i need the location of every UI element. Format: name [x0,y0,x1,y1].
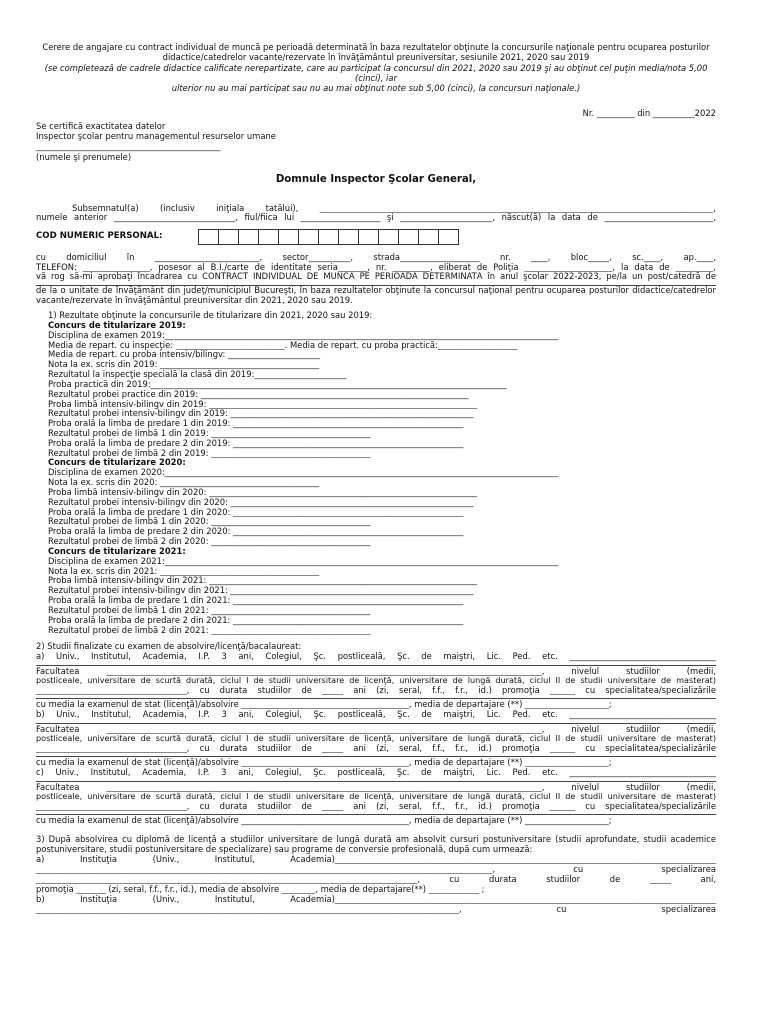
study-a-institution[interactable]: a) Univ., Institutul, Academia, I.P. 3 ani, Colegiul, Şc. postliceală, Şc. de maiştri, Lic. Ped. etc. ___________________________________ [36,651,716,662]
exam-result-field[interactable]: Nota la ex. scris din 2021: ______________________________________ [48,566,320,576]
exam-result-field[interactable]: Proba limbă intensiv-bilingv din 2019: ________________________________________________________________ [48,399,478,409]
phone-id-field[interactable]: TELEFON: ________________, posesor al B.I./carte de identitate seria_______, nr. _________, eliberat de Poliţia _____________________, la data de _________, [36,262,716,272]
exam-result-field[interactable]: Rezultatul probei practice din 2019: ________________________________________________________________ [48,389,469,399]
section1-title: 1) Rezultate obţinute la concursurile de titularizare din 2021, 2020 sau 2019: [48,310,373,321]
unit-statement: de la o unitate de învăţământ din judeţ/municipiul Bucureşti, în baza rezultatelor obţinute la concursul naţional pentru ocuparea posturilor didactice/catedrelor vacante/rezervate în învăţământul preuniversitar din 2021, 2020 sau 2019. [36,285,716,305]
cnp-boxes[interactable] [198,229,459,245]
form-header [36,42,716,93]
exam-result-field[interactable]: Proba orală la limba de predare 2 din 2019: _______________________________________________________ [48,438,464,448]
cnp-digit-box[interactable] [279,229,299,245]
section2 [36,641,716,825]
header-line: Cerere de angajare cu contract individual de muncă pe perioadă determinată în baza rezultatelor obţinute la concursurile naţionale pentru ocuparea posturilor [42,42,710,52]
exam-result-field[interactable]: Rezultatul probei de limbă 2 din 2019: ______________________________________ [48,448,371,458]
cnp-digit-box[interactable] [399,229,419,245]
study-level-text: postliceale, universitare de scurtă durată, ciclul I de studii universitare de licenţă, universitare de lungă durată, ciclul II de studii universitare de masterat) [36,733,716,743]
exam-result-field[interactable]: Rezultatul la inspecţie specială la clasă din 2019:______________________ [48,370,347,380]
faculty-field[interactable]: Facultatea ________________________________________________________________________________________________________, nivelul studiilor (medii, [36,665,716,676]
cnp-row [36,229,716,245]
cnp-digit-box[interactable] [198,229,219,245]
exam-result-field[interactable]: Proba limbă intensiv-bilingv din 2020: ________________________________________________________________ [48,487,478,497]
exam-result-field[interactable]: Proba orală la limba de predare 2 din 2020: _______________________________________________________ [48,527,464,537]
postgrad-a-promotion[interactable]: promoţia _______ (zi, seral, f.f., f.r., id.), media de absolvire ________, media de departajare(**) ____________ ; [36,883,485,894]
cnp-digit-box[interactable] [299,229,319,245]
cnp-digit-box[interactable] [379,229,399,245]
cnp-digit-box[interactable] [259,229,279,245]
exam-result-field[interactable]: Disciplina de examen 2021:______________________________________________________________________________________________ [48,556,559,566]
postgrad-b-institution[interactable]: b) Instituţia (Univ., Institutul, Academia)___________________________________________________________________________________________ [36,893,716,904]
exam-result-field[interactable]: Disciplina de examen 2019:______________________________________________________________________________________________ [48,330,559,340]
cnp-digit-box[interactable] [219,229,239,245]
exam-result-field[interactable]: Rezultatul probei intensiv-bilingv din 2020: __________________________________________________________ [48,497,474,507]
header-line: didactice/catedrelor vacante/rezervate în învăţământul preuniversitar, sesiunile 2021, 2020 sau 2019 [162,52,590,63]
previous-name-field[interactable]: numele anterior _____________________________, fiul/fiica lui ___________________ şi ______________________, născut(ă) la data de __________________________, [36,213,716,223]
study-duration-field[interactable]: ____________________________________, cu durata studiilor de _____ ani (zi, seral, f.f., f.r., id.) promoţia ______ cu specialitatea/specializările [36,743,716,754]
exam-result-field[interactable]: Proba practică din 2019:_____________________________________________________________________________________ [48,379,507,389]
exam-year-heading: Concurs de titularizare 2019: [48,320,186,330]
address-field[interactable]: cu domiciliul în _________________________, sector__________, strada___________________ nr. ____, bloc_____, sc.____, ap.____, [36,252,716,262]
exam-result-field[interactable]: Rezultatul probei intensiv-bilingv din 2019: __________________________________________________________ [48,409,474,419]
study-level-text: postliceale, universitare de scurtă durată, ciclul I de studii universitare de licenţă, universitare de lungă durată, ciclul II de studii universitare de masterat) [36,675,716,685]
cert-name-caption: (numele şi prenumele) [36,151,132,162]
cnp-label: COD NUMERIC PERSONAL: [36,231,163,241]
application-form [36,42,716,914]
section3 [36,834,716,915]
cnp-digit-box[interactable] [319,229,339,245]
postgrad-a-duration[interactable]: ___________________________________________________________________________________________, cu durata studiilor de _____ ani, [36,873,716,884]
exam-result-field[interactable]: Rezultatul probei de limbă 2 din 2021: ______________________________________ [48,625,371,635]
cnp-digit-box[interactable] [239,229,259,245]
postgrad-a-institution[interactable]: a) Instituţia (Univ., Institutul, Academia)___________________________________________________________________________________________ [36,853,716,864]
cnp-digit-box[interactable] [359,229,379,245]
cnp-digit-box[interactable] [419,229,439,245]
exam-result-field[interactable]: Media de repart. cu proba intensiv/bilingv: ______________________ [48,350,321,360]
exam-result-field[interactable]: Rezultatul probei de limbă 2 din 2020: ______________________________________ [48,537,371,547]
cnp-digit-box[interactable] [339,229,359,245]
section1-results [48,321,716,636]
exam-result-field[interactable]: Media de repart. cu inspecţie: __________________________. Media de repart. cu proba practică:___________________ [48,340,518,350]
exam-result-field[interactable]: Nota la ex. scris din 2019: ______________________________________ [48,360,320,370]
cert-line: Inspector şcolar pentru managementul resurselor umane [36,131,276,142]
cert-signature-line: ____________________________________________ [36,141,221,152]
study-c-institution[interactable]: c) Univ., Institutul, Academia, I.P. 3 ani, Colegiul, Şc. postliceală, Şc. de maiştri, Lic. Ped. etc. ___________________________________ [36,767,716,778]
exam-result-field[interactable]: Proba limbă intensiv-bilingv din 2021: ________________________________________________________________ [48,576,478,586]
exam-result-field[interactable]: Proba orală la limba de predare 2 din 2021: _______________________________________________________ [48,615,464,625]
faculty-field[interactable]: Facultatea ________________________________________________________________________________________________________, nivelul studiilor (medii, [36,781,716,792]
faculty-field[interactable]: Facultatea ________________________________________________________________________________________________________, nivelul studiilor (medii, [36,723,716,734]
exam-result-field[interactable]: Rezultatul probei de limbă 1 din 2019: ______________________________________ [48,428,371,438]
exam-year-heading: Concurs de titularizare 2020: [48,458,186,468]
request-statement: vă rog să-mi aprobaţi încadrarea cu CONTRACT INDIVIDUAL DE MUNCĂ PE PERIOADĂ DETERMINATĂ în anul şcolar 2022-2023, pe/la un post/catedră de [36,272,716,282]
exam-result-field[interactable]: Proba orală la limba de predare 1 din 2019: _______________________________________________________ [48,419,464,429]
section3-title: 3) După absolvirea cu diplomă de licenţă a studiilor universitare de lungă durată am absolvit cursuri postuniversitare (studii aprofundate, studii academice postuniversitare, studii postuniversitare de specializare) sau programe de conversie profesională, după cum urmează: [36,833,716,854]
study-b-institution[interactable]: b) Univ., Institutul, Academia, I.P. 3 ani, Colegiul, Şc. postliceală, Şc. de maiştri, Lic. Ped. etc. ___________________________________ [36,709,716,720]
study-level-text: postliceale, universitare de scurtă durată, ciclul I de studii universitare de licenţă, universitare de lungă durată, ciclul II de studii universitare de masterat) [36,791,716,801]
cert-line: Se certifică exactitatea datelor [36,120,166,131]
exam-result-field[interactable]: Rezultatul probei intensiv-bilingv din 2021: __________________________________________________________ [48,586,474,596]
exam-result-field[interactable]: Proba orală la limba de predare 1 din 2021: _______________________________________________________ [48,596,464,606]
exam-result-field[interactable]: Rezultatul probei de limbă 1 din 2021: ______________________________________ [48,605,371,615]
exam-result-field[interactable]: Rezultatul probei de limbă 1 din 2020: ______________________________________ [48,517,371,527]
exam-average-field[interactable]: cu media la examenul de stat (licenţă)/absolvire ________________________________________, media de departajare (**) ____________________; [36,815,612,826]
header-note: ulterior nu au mai participat sau nu au mai obţinut note sub 5,00 (cinci), la concursuri naţionale.) [171,83,581,93]
exam-year-heading: Concurs de titularizare 2021: [48,546,186,556]
postgrad-b-line[interactable]: _____________________________________________________________________________________________________, cu specializarea [36,904,716,915]
cnp-digit-box[interactable] [439,229,459,245]
page-title: Domnule Inspector Şcolar General, [275,173,477,185]
header-note: (se completează de cadrele didactice calificate nerepartizate, care au participat la concursul din 2021, 2020 sau 2019 şi au obţinut cel puţin media/nota 5,00 (cinci), iar [44,62,708,83]
exam-result-field[interactable]: Disciplina de examen 2020:______________________________________________________________________________________________ [48,468,559,478]
study-duration-field[interactable]: ____________________________________, cu durata studiilor de _____ ani (zi, seral, f.f., f.r., id.) promoţia ______ cu specialitatea/specializările [36,801,716,812]
section2-title: 2) Studii finalizate cu examen de absolvire/licenţă/bacalaureat: [36,641,302,652]
postgrad-a-line[interactable]: _____________________________________________________________________________________________________________, cu specializarea [36,863,716,874]
applicant-name-field[interactable]: Subsemnatul(a) (inclusiv iniţiala tatălui), ______________________________________________________________________________________________, [72,203,716,213]
registration-number: Nr. _________ din __________2022 [582,108,716,119]
exam-average-field[interactable]: cu media la examenul de stat (licenţă)/absolvire ________________________________________, media de departajare (**) ____________________; [36,699,612,710]
exam-average-field[interactable]: cu media la examenul de stat (licenţă)/absolvire ________________________________________, media de departajare (**) ____________________; [36,757,612,768]
certification-block [36,121,716,162]
exam-result-field[interactable]: Nota la ex. scris din 2020: ______________________________________ [48,478,320,488]
study-duration-field[interactable]: ____________________________________, cu durata studiilor de _____ ani (zi, seral, f.f., f.r., id.) promoţia ______ cu specialitatea/specializările [36,685,716,696]
exam-result-field[interactable]: Proba orală la limba de predare 1 din 2020: _______________________________________________________ [48,507,464,517]
